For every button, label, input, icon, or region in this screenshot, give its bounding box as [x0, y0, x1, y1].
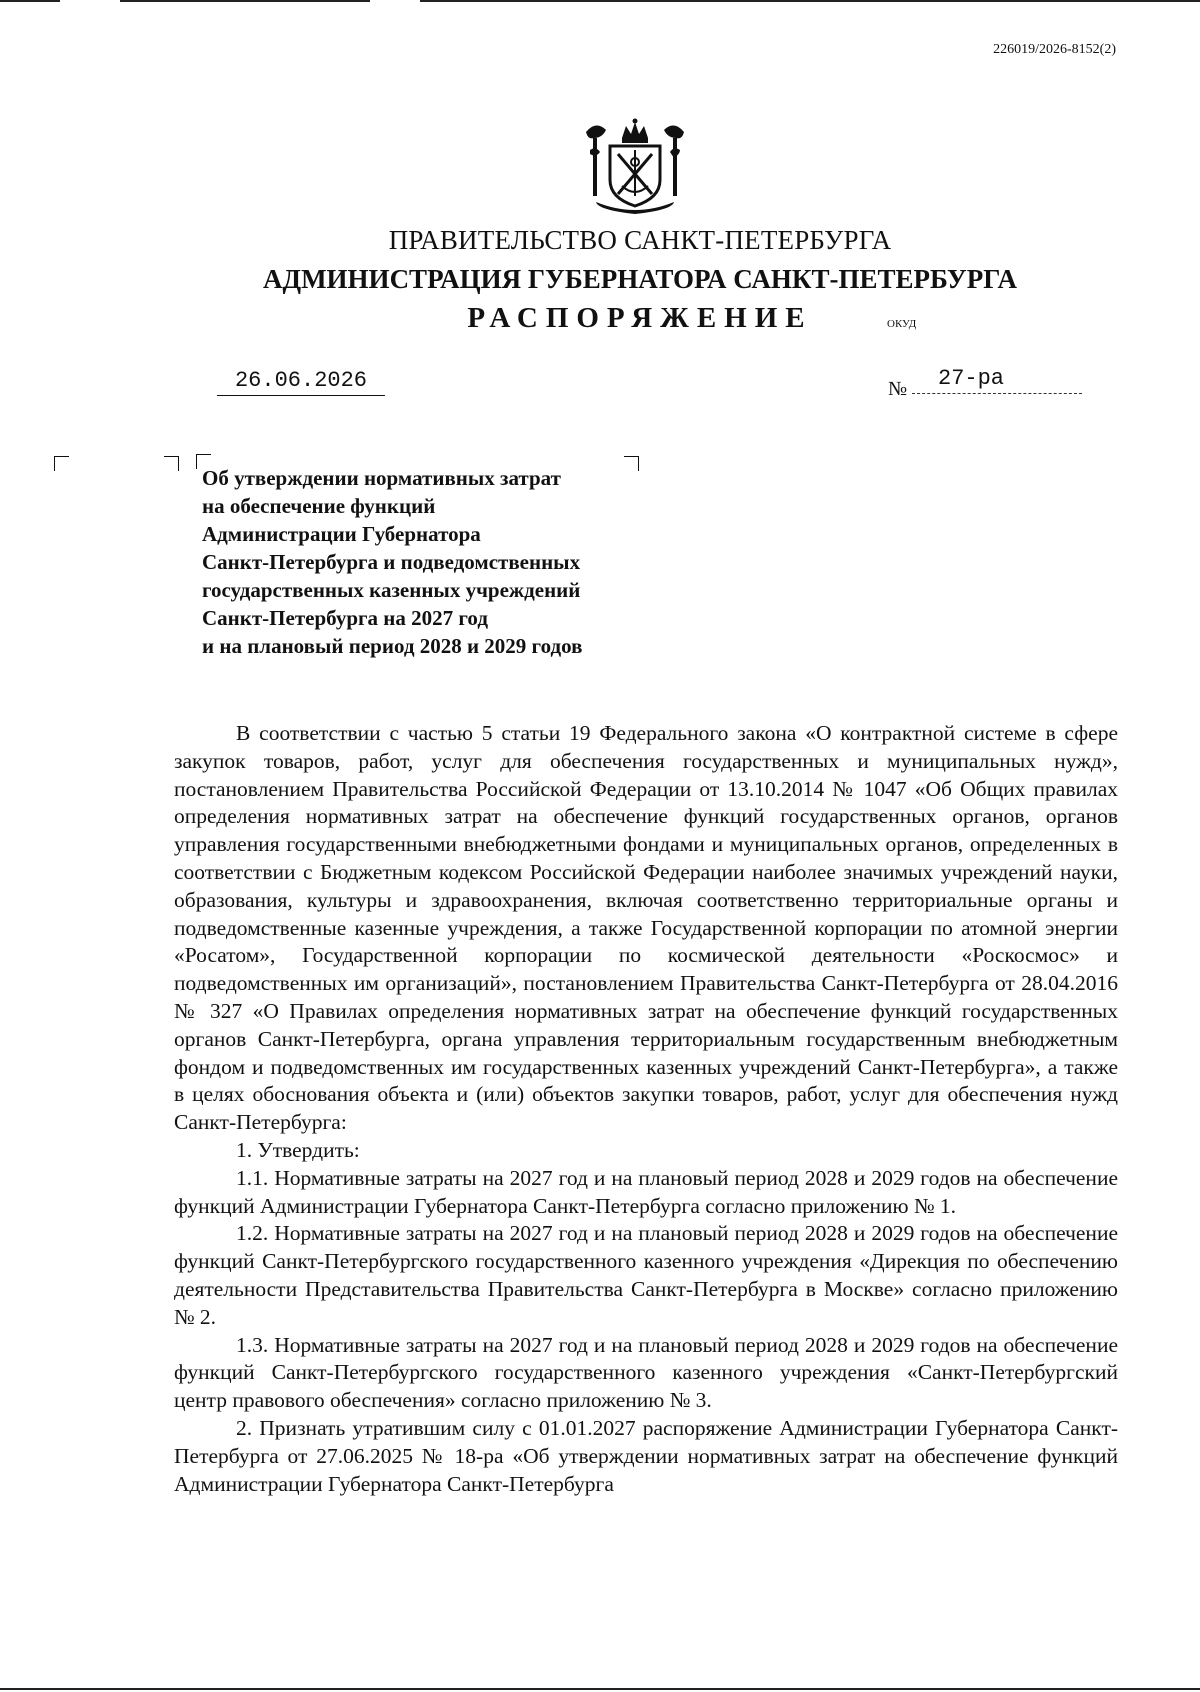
item-1-3: 1.3. Нормативные затраты на 2027 год и на плановый период 2028 и 2029 годов на обеспечение функций Санкт-Петербургского государственного казенного учреждения «Санкт-Петербургский центр правового обеспечения» согласно приложению № 3. — [174, 1332, 1118, 1413]
government-title: ПРАВИТЕЛЬСТВО САНКТ-ПЕТЕРБУРГА — [388, 225, 892, 255]
item-1: 1. Утвердить: — [236, 1137, 360, 1162]
bracket-mid-left — [164, 456, 179, 471]
scan-edge-top-right — [420, 0, 1200, 2]
item-2: 2. Признать утратившим силу с 01.01.2027 распоряжение Администрации Губернатора Санкт-Петербурга от 27.06.2025 № 18-ра «Об утверждении нормативных затрат на обеспечение функций Администрации Губернатора Санкт-Петербурга — [174, 1415, 1118, 1496]
administration-title: АДМИНИСТРАЦИЯ ГУБЕРНАТОРА САНКТ-ПЕТЕРБУРГА — [263, 264, 1017, 294]
scan-edge-bottom — [0, 1688, 1200, 1690]
bracket-left-outer — [54, 456, 69, 471]
scan-edge-top-left — [0, 0, 60, 2]
order-title: РАСПОРЯЖЕНИЕ — [467, 302, 813, 334]
number-sign: № — [888, 378, 908, 400]
order-body — [174, 720, 1118, 1498]
order-date: 26.06.2026 — [217, 368, 385, 396]
preamble-paragraph: В соответствии с частью 5 статьи 19 Федерального закона «О контрактной системе в сфере закупок товаров, работ, услуг для обеспечения государственных и муниципальных нужд», постановлением Правительства Российской Федерации от 13.10.2014 № 1047 «Об Общих правилах определения нормативных затрат на обеспечение функций государственных органов, органов управления государственными внебюджетными фондами и муниципальных органов, определенных в соответствии с Бюджетным кодексом Российской Федерации наиболее значимых учреждений науки, образования, культуры и здравоохранения, включая соответственно территориальные органы и подведомственные казенные учреждения, а также Государственной корпорации по атомной энергии «Росатом», Государственной корпорации по космической деятельности «Роскосмос» и подведомственных им организаций», постановлением Правительства Санкт-Петербурга от 28.04.2016 № 327 «О Правилах определения нормативных затрат на обеспечение функций государственных органов Санкт-Петербурга, органа управления территориальным государственным внебюджетным фондом и подведомственных им государственных казенных учреждений Санкт-Петербурга», а также в целях обоснования объекта и (или) объектов закупки товаров, работ, услуг для обеспечения нужд Санкт-Петербурга: — [174, 721, 1118, 1135]
scan-edge-top-mid — [120, 0, 370, 2]
registration-number: 226019/2026-8152(2) — [993, 42, 1116, 57]
order-title-row — [0, 302, 1200, 335]
order-subject: Об утверждении нормативных затрат на обеспечение функций Администрации Губернатора Санкт-Петербурга и подведомственных государственных казенных учреждений Санкт-Петербурга на 2027 год и на плановый период 2028 и 2029 годов — [202, 466, 583, 658]
coat-of-arms-icon — [582, 118, 688, 218]
order-number: 27-ра — [912, 366, 1082, 394]
item-1-2: 1.2. Нормативные затраты на 2027 год и на плановый период 2028 и 2029 годов на обеспечение функций Санкт-Петербургского государственного казенного учреждения «Дирекция по обеспечению деятельности Представительства Правительства Санкт-Петербурга в Москве» согласно приложению № 2. — [174, 1221, 1118, 1329]
item-1-1: 1.1. Нормативные затраты на 2027 год и на плановый период 2028 и 2029 годов на обеспечение функций Администрации Губернатора Санкт-Петербурга согласно приложению № 1. — [174, 1165, 1118, 1218]
okud-label: ОКУД — [887, 318, 917, 330]
